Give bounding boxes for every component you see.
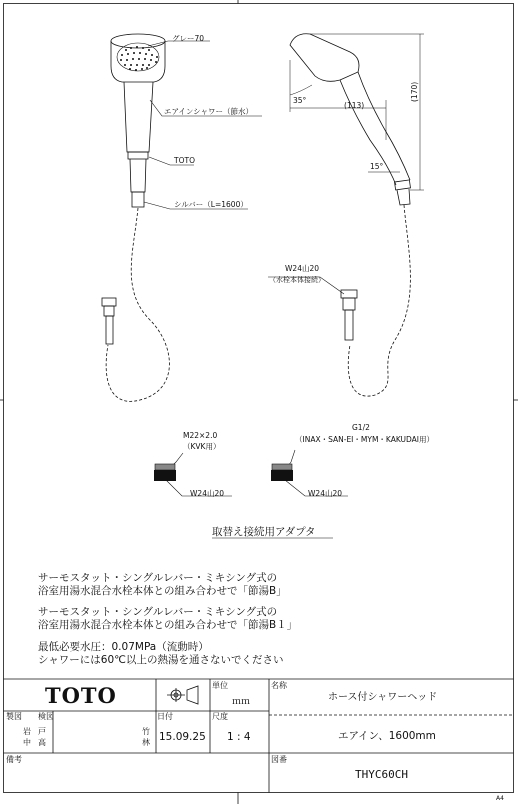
drawing-number: THYC60CH: [355, 768, 408, 781]
adapter-title: 取替え接続用アダプタ: [212, 526, 316, 538]
projection-symbol-icon: [167, 686, 198, 704]
unit-head: 単位: [212, 681, 228, 690]
label-m22: M22×2.0: [183, 431, 218, 440]
unit-value: ｍｍ: [232, 697, 251, 707]
company-logo: TOTO: [45, 683, 117, 708]
checked-by-3: 竹: [142, 727, 150, 736]
adapter-g12-shape: [271, 464, 293, 481]
note-1b: 浴室用湯水混合水栓本体との組み合わせで「節湯B」: [38, 585, 287, 597]
paper-size: A4: [496, 795, 504, 802]
dim-170: (170): [410, 81, 419, 102]
checked-head: 検図: [38, 712, 54, 721]
scale-head: 尺度: [212, 712, 228, 721]
note-3a: 最低必要水圧：0.07MPa（流動時）: [38, 641, 209, 653]
drawing-number-head: 図番: [271, 755, 287, 764]
product-name: ホース付シャワーヘッド: [328, 692, 438, 703]
drawn-head: 製図: [6, 712, 22, 721]
adapter-kvk-shape: [154, 464, 176, 481]
label-w24-top: W24山20: [285, 264, 320, 273]
scale-value: 1 : 4: [227, 731, 251, 743]
product-spec: エアイン、1600mm: [338, 730, 436, 742]
note-2b: 浴室用湯水混合水栓本体との組み合わせで「節湯B１」: [38, 619, 298, 631]
date-head: 日付: [157, 712, 173, 721]
angle-15: 15°: [370, 162, 384, 171]
note-1a: サーモスタット・シングルレバー・ミキシング式の: [38, 572, 278, 584]
remarks-head: 備考: [6, 755, 22, 764]
label-air-in-shower: エアインシャワー（節水）: [164, 107, 253, 116]
hose-end-fitting-left: [102, 298, 116, 344]
hose-end-fitting-right: [341, 290, 357, 340]
drawn-by-1: 岩: [23, 727, 31, 736]
hose-right: [348, 205, 410, 396]
label-gray: グレー70: [172, 34, 205, 43]
label-w24-top-sub: （水栓本体接続）: [269, 276, 325, 284]
label-w24-left: W24山20: [190, 489, 225, 498]
shower-head-front-view: [111, 34, 165, 207]
note-2a: サーモスタット・シングルレバー・ミキシング式の: [38, 606, 278, 618]
sheet-border: [4, 4, 514, 793]
date-value: 15.09.25: [159, 731, 206, 743]
label-toto-mark: TOTO: [174, 156, 195, 165]
shower-head-side-view: [290, 34, 410, 205]
dim-113: (113): [344, 101, 365, 110]
checked-by-2: 高: [38, 738, 46, 747]
name-head: 名称: [271, 681, 287, 690]
note-3b: シャワーには60℃以上の熱湯を通さないでください: [38, 654, 284, 666]
label-kvk: （KVK用）: [183, 442, 221, 451]
label-g12: G1/2: [352, 423, 370, 432]
checked-by-1: 戸: [38, 727, 46, 736]
checked-by-4: 林: [142, 738, 150, 747]
label-w24-right: W24山20: [308, 489, 343, 498]
drawn-by-2: 中: [23, 738, 31, 747]
label-silver-hose: シルバー（L=1600）: [174, 200, 248, 209]
angle-35: 35°: [293, 96, 307, 105]
label-g12-sub: （INAX・SAN-EI・MYM・KAKUDAI用）: [295, 435, 435, 444]
